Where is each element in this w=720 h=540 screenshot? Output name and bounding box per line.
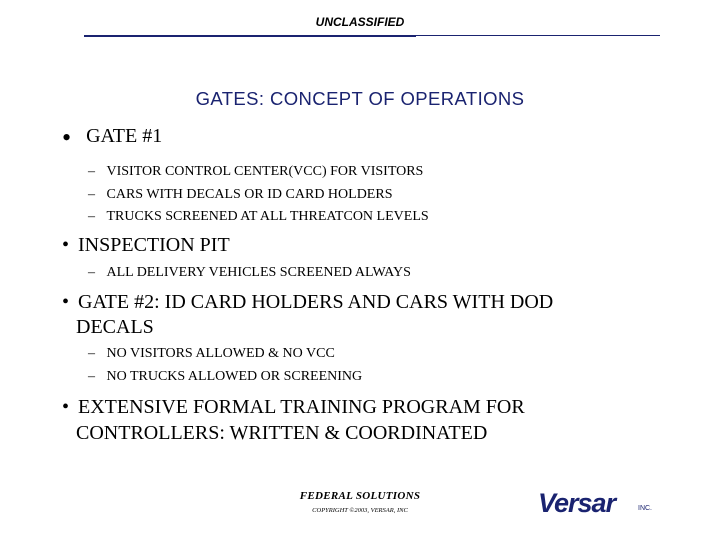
dash-icon: –: [88, 369, 95, 384]
list-item: – TRUCKS SCREENED AT ALL THREATCON LEVELS: [88, 209, 429, 224]
heading-training-line2: CONTROLLERS: WRITTEN & COORDINATED: [76, 422, 488, 444]
versar-logo-suffix: INC.: [638, 505, 652, 512]
list-item: – CARS WITH DECALS OR ID CARD HOLDERS: [88, 187, 393, 202]
bullet-icon: •: [62, 291, 70, 313]
dash-icon: –: [88, 346, 95, 361]
classification-label: UNCLASSIFIED: [315, 15, 405, 29]
list-item: – NO VISITORS ALLOWED & NO VCC: [88, 346, 335, 361]
footer-copyright: COPYRIGHT ©2003, VERSAR, INC: [312, 507, 408, 514]
bullet-gate-2: [62, 290, 553, 314]
heading-gate-1: GATE #1: [86, 125, 163, 147]
dash-icon: –: [88, 209, 95, 224]
heading-inspection-pit: INSPECTION PIT: [78, 234, 230, 256]
list-item: – VISITOR CONTROL CENTER(VCC) FOR VISITORS: [88, 164, 424, 179]
bullet-gate-1: [62, 123, 163, 152]
header-rule-thick: [84, 35, 416, 37]
bullet-icon: •: [62, 123, 72, 152]
dash-icon: –: [88, 265, 95, 280]
versar-logo: Versar: [538, 488, 616, 518]
bullet-icon: •: [62, 234, 70, 256]
heading-gate-2-line1: GATE #2: ID CARD HOLDERS AND CARS WITH DOD: [78, 291, 554, 313]
slide-title: GATES: CONCEPT OF OPERATIONS: [195, 88, 525, 109]
dash-icon: –: [88, 164, 95, 179]
heading-training-line1: EXTENSIVE FORMAL TRAINING PROGRAM FOR: [78, 396, 525, 418]
bullet-training: [62, 395, 525, 419]
footer-brand-line: FEDERAL SOLUTIONS: [299, 490, 421, 502]
bullet-inspection-pit: [62, 233, 230, 257]
heading-gate-2-line2: DECALS: [76, 316, 154, 338]
list-item: – ALL DELIVERY VEHICLES SCREENED ALWAYS: [88, 265, 411, 280]
dash-icon: –: [88, 187, 95, 202]
header-rule-thin: [416, 35, 660, 36]
list-item: – NO TRUCKS ALLOWED OR SCREENING: [88, 369, 363, 384]
bullet-icon: •: [62, 396, 70, 418]
footer-brand: [290, 490, 430, 514]
